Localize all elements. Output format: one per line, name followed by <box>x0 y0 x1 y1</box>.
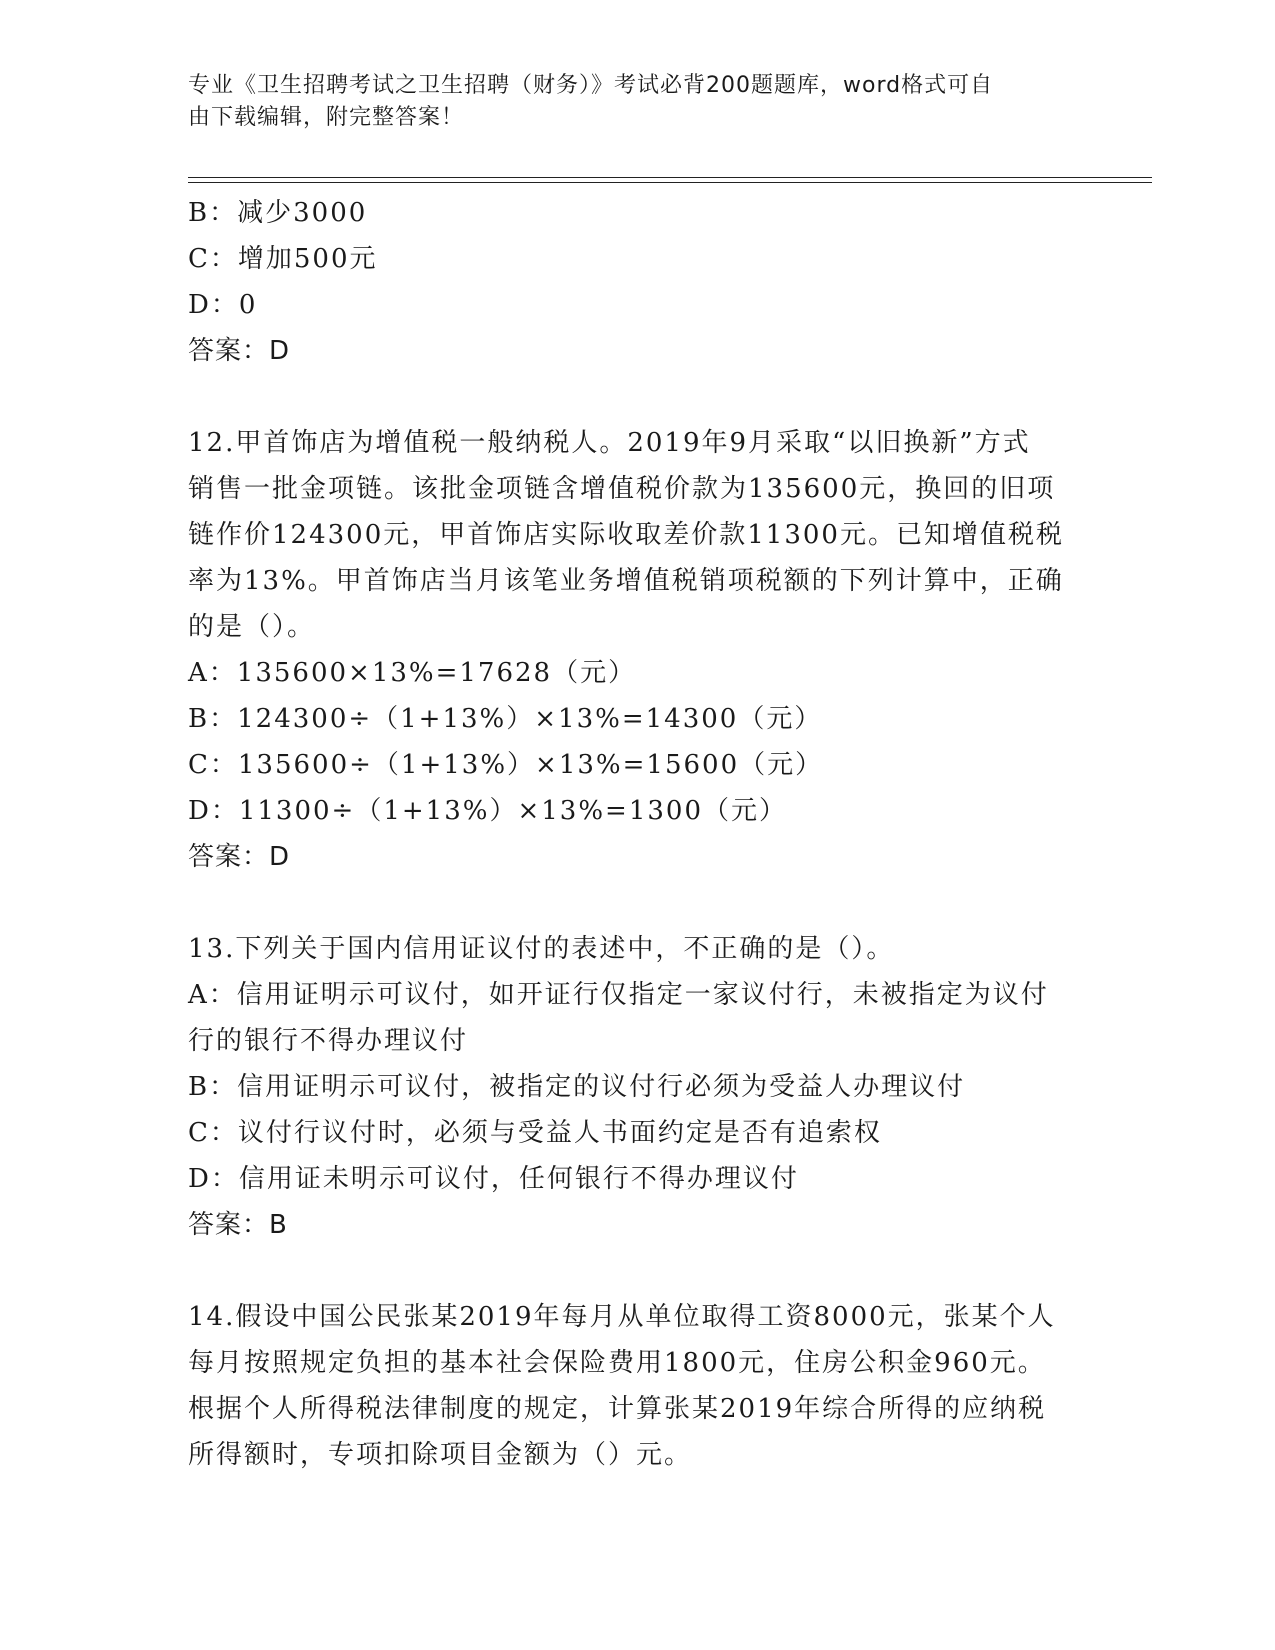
q13-option-c: C：议付行议付时，必须与受益人书面约定是否有追索权 <box>188 1118 882 1148</box>
spacer <box>188 374 1088 420</box>
q11-option-d: D：0 <box>188 290 258 320</box>
q13-answer: 答案：B <box>188 1210 288 1240</box>
q12-option-d: D：11300÷（1+13%）×13%=1300（元） <box>188 796 787 826</box>
q11-option-c: C：增加500元 <box>188 244 378 274</box>
q11-answer: 答案：D <box>188 336 291 366</box>
q13-stem-line: 13.下列关于国内信用证议付的表述中，不正确的是（）。 <box>188 934 895 964</box>
question-12 <box>188 420 1088 880</box>
q12-stem-line: 的是（）。 <box>188 612 316 642</box>
q14-stem-line: 每月按照规定负担的基本社会保险费用1800元，住房公积金960元。 <box>188 1348 1046 1378</box>
q11-option-b: B：减少3000 <box>188 198 368 228</box>
q13-option-d: D：信用证未明示可议付，任何银行不得办理议付 <box>188 1164 799 1194</box>
header-divider-bottom <box>188 182 1152 183</box>
q12-stem-line: 销售一批金项链。该批金项链含增值税价款为135600元，换回的旧项 <box>188 474 1056 504</box>
document-body <box>188 190 1088 1478</box>
question-13 <box>188 926 1088 1248</box>
q12-option-a: A：135600×13%=17628（元） <box>188 658 637 688</box>
q14-stem-line: 所得额时，专项扣除项目金额为（）元。 <box>188 1440 693 1470</box>
q14-stem-line: 14.假设中国公民张某2019年每月从单位取得工资8000元，张某个人 <box>188 1302 1056 1332</box>
header-line-2: 由下载编辑，附完整答案！ <box>188 105 465 130</box>
spacer <box>188 880 1088 926</box>
q12-answer: 答案：D <box>188 842 291 872</box>
q12-stem-line: 率为13%。甲首饰店当月该笔业务增值税销项税额的下列计算中，正确 <box>188 566 1064 596</box>
document-header <box>188 70 1088 134</box>
q12-stem-line: 链作价124300元，甲首饰店实际收取差价款11300元。已知增值税税 <box>188 520 1064 550</box>
question-14 <box>188 1294 1088 1478</box>
header-divider-top <box>188 177 1152 178</box>
spacer <box>188 1248 1088 1294</box>
header-line-1: 专业《卫生招聘考试之卫生招聘（财务）》考试必背200题题库，word格式可自 <box>188 73 994 98</box>
q12-option-b: B：124300÷（1+13%）×13%=14300（元） <box>188 704 823 734</box>
q12-stem-line: 12.甲首饰店为增值税一般纳税人。2019年9月采取“以旧换新”方式 <box>188 428 1031 458</box>
q14-stem-line: 根据个人所得税法律制度的规定，计算张某2019年综合所得的应纳税 <box>188 1394 1047 1424</box>
q13-option-b: B：信用证明示可议付，被指定的议付行必须为受益人办理议付 <box>188 1072 966 1102</box>
q13-option-a-cont: 行的银行不得办理议付 <box>188 1026 469 1056</box>
q12-option-c: C：135600÷（1+13%）×13%=15600（元） <box>188 750 824 780</box>
q13-option-a: A：信用证明示可议付，如开证行仅指定一家议付行，未被指定为议付 <box>188 980 1049 1010</box>
question-11-tail <box>188 190 1088 374</box>
